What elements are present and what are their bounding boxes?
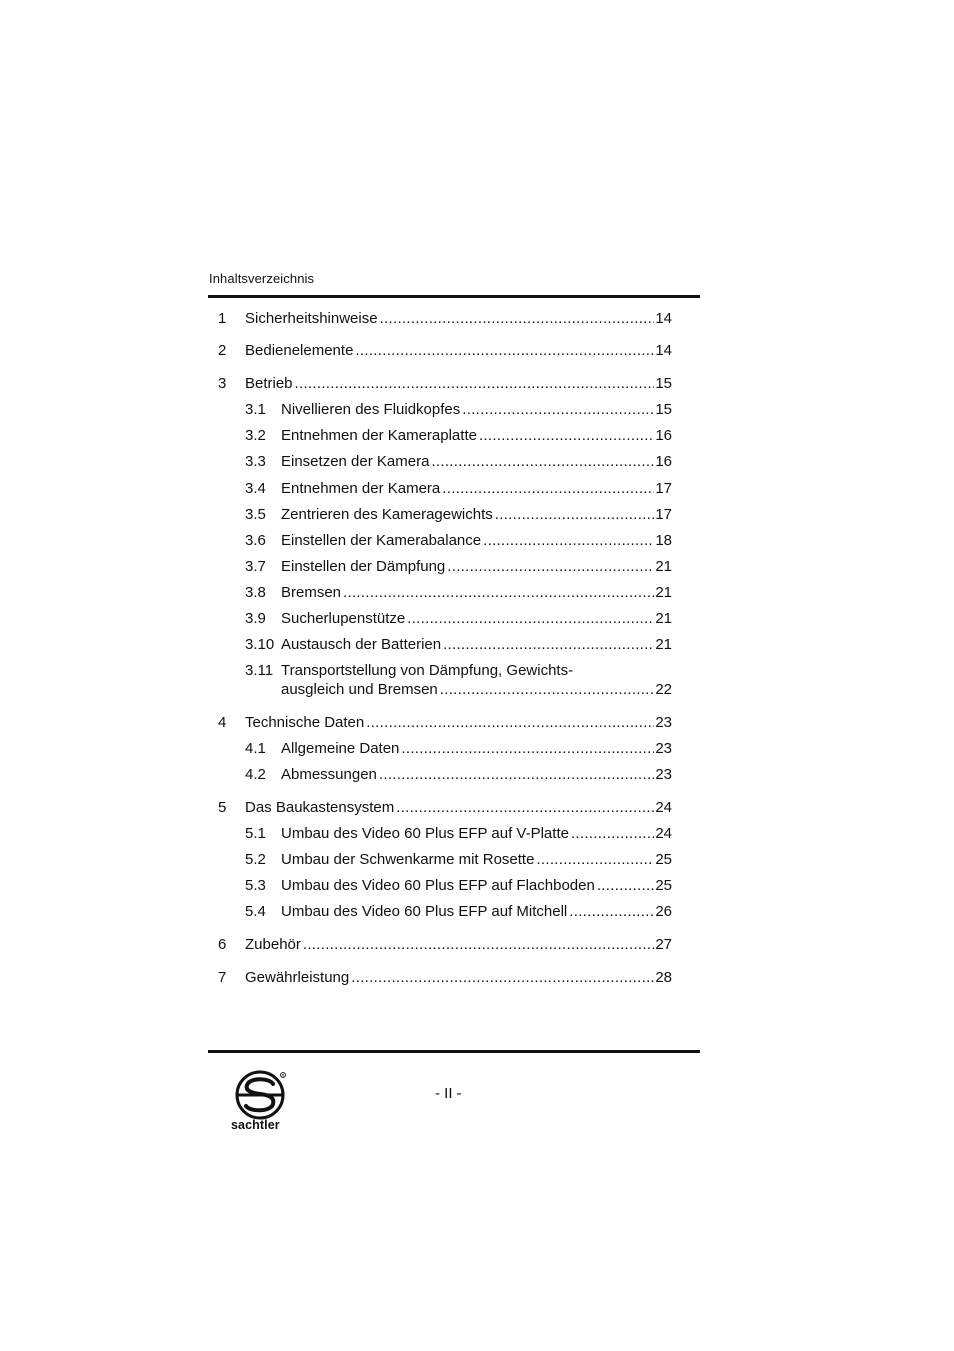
- toc-entry-number: 5.2: [245, 851, 266, 868]
- toc-entry-page: 18: [655, 532, 672, 549]
- page-number: - II -: [435, 1085, 462, 1102]
- toc-entry-page: 21: [655, 558, 672, 575]
- toc-entry-number: 4: [218, 714, 227, 731]
- toc-entry-number: 1: [218, 310, 227, 327]
- toc-entry-5[interactable]: [218, 798, 674, 818]
- toc-entry-page: 21: [655, 610, 672, 627]
- toc-entry-number: 3.8: [245, 584, 266, 601]
- toc-entry-page: 15: [655, 401, 672, 418]
- toc-entry-number: 3.5: [245, 506, 266, 523]
- toc-entry-title: Entnehmen der Kamera: [281, 480, 441, 497]
- toc-entry-page: 14: [655, 310, 672, 327]
- leader-dots: [440, 680, 655, 700]
- toc-entry-3-5[interactable]: [245, 505, 674, 525]
- leader-dots: [407, 609, 654, 629]
- leader-dots: [401, 739, 654, 759]
- toc-entry-title: Betrieb: [245, 375, 293, 392]
- toc-entry-number: 5.4: [245, 903, 266, 920]
- toc-entry-title: Abmessungen: [281, 766, 377, 783]
- toc-entry-title: Umbau des Video 60 Plus EFP auf Flachboden: [281, 877, 595, 894]
- leader-dots: [569, 902, 654, 922]
- toc-entry-title-line2: ausgleich und Bremsen: [281, 681, 438, 698]
- toc-entry-5-2[interactable]: [245, 850, 674, 870]
- toc-entry-number: 5.1: [245, 825, 266, 842]
- toc-entry-page: 21: [655, 584, 672, 601]
- toc-entry-4-1[interactable]: [245, 739, 674, 759]
- toc-entry-title: Entnehmen der Kameraplatte: [281, 427, 477, 444]
- toc-entry-page: 16: [655, 453, 672, 470]
- toc-entry-page: 26: [655, 903, 672, 920]
- leader-dots: [571, 824, 654, 844]
- toc-entry-3-10[interactable]: [245, 635, 674, 655]
- toc-entry-3-11[interactable]: [245, 661, 674, 701]
- toc-entry-title: Einstellen der Kamerabalance: [281, 532, 482, 549]
- leader-dots: [295, 374, 655, 394]
- toc-entry-title: Sicherheitshinweise: [245, 310, 378, 327]
- toc-entry-title: Allgemeine Daten: [281, 740, 400, 757]
- leader-dots: [366, 713, 654, 733]
- toc-entry-title: Das Baukastensystem: [245, 799, 395, 816]
- toc-entry-number: 5.3: [245, 877, 266, 894]
- toc-entry-3-8[interactable]: [245, 583, 674, 603]
- toc-entry-page: 25: [655, 877, 672, 894]
- toc-entry-title: Zubehör: [245, 936, 301, 953]
- svg-text:R: R: [281, 1073, 285, 1078]
- toc-entry-title: Umbau der Schwenkarme mit Rosette: [281, 851, 535, 868]
- toc-entry-number: 4.1: [245, 740, 266, 757]
- toc-entry-title: Sucherlupenstütze: [281, 610, 406, 627]
- toc-entry-5-4[interactable]: [245, 902, 674, 922]
- toc-entry-page: 23: [655, 740, 672, 757]
- toc-entry-5-1[interactable]: [245, 824, 674, 844]
- toc-entry-page: 16: [655, 427, 672, 444]
- toc-entry-3-3[interactable]: [245, 452, 674, 472]
- toc-entry-page: 21: [655, 636, 672, 653]
- toc-entry-page: 24: [655, 825, 672, 842]
- toc-entry-title: Umbau des Video 60 Plus EFP auf V-Platte: [281, 825, 569, 842]
- toc-entry-number: 3.10: [245, 636, 275, 653]
- toc-entry-page: 23: [655, 714, 672, 731]
- toc-entry-title: Technische Daten: [245, 714, 365, 731]
- toc-entry-page: 25: [655, 851, 672, 868]
- toc-entry-3-9[interactable]: [245, 609, 674, 629]
- toc-entry-number: 3.3: [245, 453, 266, 470]
- toc-entry-3-7[interactable]: [245, 557, 674, 577]
- toc-entry-number: 5: [218, 799, 227, 816]
- leader-dots: [343, 583, 654, 603]
- toc-entry-page: 14: [655, 342, 672, 359]
- toc-entry-page: 17: [655, 480, 672, 497]
- toc-entry-3-1[interactable]: [245, 400, 674, 420]
- toc-entry-number: 3.6: [245, 532, 266, 549]
- toc-entry-title-line1: Transportstellung von Dämpfung, Gewichts-: [281, 662, 574, 679]
- toc-entry-7[interactable]: [218, 968, 674, 988]
- toc-entry-3-2[interactable]: [245, 426, 674, 446]
- toc-entry-number: 3.11: [245, 662, 274, 679]
- bottom-divider: [208, 1050, 700, 1053]
- toc-entry-4[interactable]: [218, 713, 674, 733]
- sachtler-logo-text: sachtler: [231, 1118, 280, 1132]
- toc-entry-number: 3.7: [245, 558, 266, 575]
- toc-entry-number: 2: [218, 342, 227, 359]
- toc-entry-title: Einstellen der Dämpfung: [281, 558, 446, 575]
- leader-dots: [479, 426, 654, 446]
- toc-entry-1[interactable]: [218, 309, 674, 329]
- toc-entry-number: 6: [218, 936, 227, 953]
- leader-dots: [597, 876, 654, 896]
- leader-dots: [462, 400, 654, 420]
- toc-entry-number: 4.2: [245, 766, 266, 783]
- toc-entry-title: Bedienelemente: [245, 342, 354, 359]
- leader-dots: [380, 309, 655, 329]
- page-header-title: Inhaltsverzeichnis: [209, 271, 315, 286]
- toc-entry-page: 24: [655, 799, 672, 816]
- toc-entry-number: 3.1: [245, 401, 266, 418]
- toc-entry-title: Gewährleistung: [245, 969, 350, 986]
- leader-dots: [355, 341, 654, 361]
- leader-dots: [396, 798, 654, 818]
- toc-entry-3-6[interactable]: [245, 531, 674, 551]
- leader-dots: [303, 935, 654, 955]
- leader-dots: [442, 479, 654, 499]
- leader-dots: [536, 850, 654, 870]
- toc-entry-page: 15: [655, 375, 672, 392]
- toc-entry-number: 3.2: [245, 427, 266, 444]
- toc-entry-title: Bremsen: [281, 584, 342, 601]
- toc-entry-title: Umbau des Video 60 Plus EFP auf Mitchell: [281, 903, 568, 920]
- leader-dots: [447, 557, 654, 577]
- toc-entry-title: Einsetzen der Kamera: [281, 453, 430, 470]
- leader-dots: [351, 968, 654, 988]
- toc-entry-page: 17: [655, 506, 672, 523]
- leader-dots: [483, 531, 654, 551]
- toc-entry-3-4[interactable]: [245, 479, 674, 499]
- toc-entry-number: 7: [218, 969, 227, 986]
- leader-dots: [495, 505, 655, 525]
- leader-dots: [379, 765, 654, 785]
- toc-entry-number: 3: [218, 375, 227, 392]
- toc-entry-4-2[interactable]: [245, 765, 674, 785]
- toc-entry-title: Austausch der Batterien: [281, 636, 442, 653]
- toc-entry-2[interactable]: [218, 341, 674, 361]
- toc-entry-6[interactable]: [218, 935, 674, 955]
- toc-entry-page: 22: [655, 681, 672, 698]
- toc-entry-page: 23: [655, 766, 672, 783]
- toc-entry-title: Nivellieren des Fluidkopfes: [281, 401, 461, 418]
- toc-entry-number: 3.9: [245, 610, 266, 627]
- toc-entry-3[interactable]: [218, 374, 674, 394]
- leader-dots: [431, 452, 654, 472]
- toc-entry-page: 28: [655, 969, 672, 986]
- toc-entry-page: 27: [655, 936, 672, 953]
- toc-entry-number: 3.4: [245, 480, 266, 497]
- toc-entry-title: Zentrieren des Kameragewichts: [281, 506, 493, 523]
- toc-entry-5-3[interactable]: [245, 876, 674, 896]
- leader-dots: [443, 635, 654, 655]
